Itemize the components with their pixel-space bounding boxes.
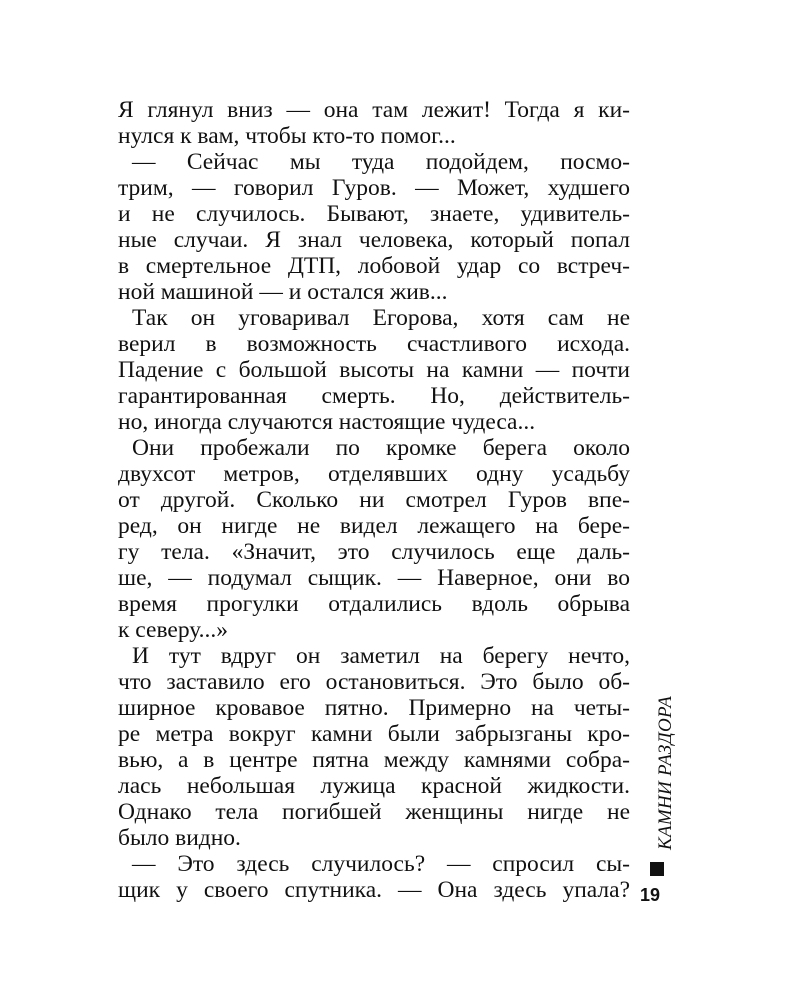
text-line: ре метра вокруг камни были забрызганы кро- [118, 721, 630, 747]
text-line: но, иногда случаются настоящие чудеса... [118, 409, 536, 435]
page-number: 19 [640, 885, 661, 905]
text-line: было видно. [118, 825, 241, 851]
text-line: Падение с большой высоты на камни — почти [118, 357, 630, 383]
text-line: ше, — подумал сыщик. — Наверное, они во [118, 565, 630, 591]
text-line: щик у своего спутника. — Она здесь упала? [118, 877, 630, 903]
text-line: ные случаи. Я знал человека, который попал [118, 227, 630, 253]
body-text [118, 97, 630, 903]
text-line: время прогулки отдалились вдоль обрыва [118, 591, 630, 617]
text-line: Однако тела погибшей женщины нигде не [118, 799, 630, 825]
text-line: двухсот метров, отделявших одну усадьбу [118, 461, 630, 487]
running-title [644, 695, 684, 850]
text-line: трим, — говорил Гуров. — Может, худшего [118, 175, 630, 201]
text-line: Так он уговаривал Егорова, хотя сам не [132, 305, 630, 331]
text-line: ред, он нигде не видел лежащего на бере- [118, 513, 630, 539]
text-line: к северу...» [118, 617, 229, 643]
text-line: гарантированная смерть. Но, действитель- [118, 383, 630, 409]
text-line: — Сейчас мы туда подойдем, посмо- [132, 149, 630, 175]
running-title-text: КАМНИ РАЗДОРА [655, 695, 676, 850]
text-line: вью, а в центре пятна между камнями собра- [118, 747, 630, 773]
text-line: гу тела. «Значит, это случилось еще даль- [118, 539, 630, 565]
text-line: ной машиной — и остался жив... [118, 279, 448, 305]
text-line: лась небольшая лужица красной жидкости. [118, 773, 630, 799]
text-line: ширное кровавое пятно. Примерно на четы- [118, 695, 630, 721]
text-line: Я глянул вниз — она там лежит! Тогда я ки- [118, 97, 630, 123]
text-line: Они пробежали по кромке берега около [132, 435, 630, 461]
text-line: что заставило его остановиться. Это было об- [118, 669, 630, 695]
text-line: — Это здесь случилось? — спросил сы- [132, 851, 630, 877]
text-line: в смертельное ДТП, лобовой удар со встреч- [118, 253, 630, 279]
text-line: И тут вдруг он заметил на берегу нечто, [132, 643, 630, 669]
text-line: от другой. Сколько ни смотрел Гуров впе- [118, 487, 630, 513]
text-line: верил в возможность счастливого исхода. [118, 331, 630, 357]
text-line: нулся к вам, чтобы кто-то помог... [118, 123, 456, 149]
text-line: и не случилось. Бывают, знаете, удивитель- [118, 201, 630, 227]
square-bullet-icon [650, 862, 664, 876]
